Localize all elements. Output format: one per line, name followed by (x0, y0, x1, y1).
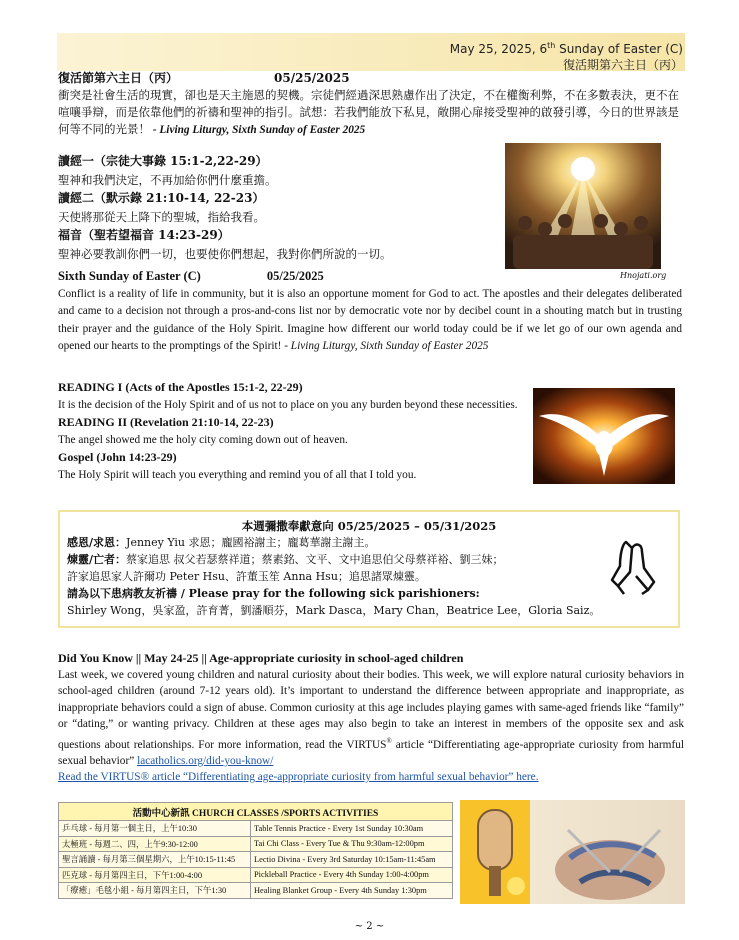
zh-gospel-text: 聖神必要教訓你們一切，也要使你們想起，我對你們所說的一切。 (58, 246, 392, 261)
en-gospel-text: The Holy Spirit will teach you everything and remind you of all that I told you. (58, 468, 417, 481)
table-row (59, 867, 453, 883)
zh-reading-2-title: 讀經二（默示錄 21:10-14, 22-23） (58, 191, 265, 205)
table-row (59, 852, 453, 868)
zh-reading-2-text: 天使將那從天上降下的聖城，指給我看。 (58, 209, 265, 224)
did-you-know (58, 650, 684, 786)
did-you-know-url[interactable]: lacatholics.org/did-you-know/ (137, 754, 274, 767)
table-row (59, 836, 453, 852)
praying-hands-icon (608, 538, 660, 596)
en-reflection-heading: Sixth Sunday of Easter (C) 05/25/2025 (58, 269, 324, 283)
mass-intentions-box (58, 510, 680, 628)
souls-line: 煉靈/亡者：蔡家追思 叔父若瑟蔡祥道；蔡素銘、文平、文中追思伯父母蔡祥裕、劉三妹； (67, 553, 504, 566)
table-cell: 匹克球 - 每月第四主日，下午1:00-4:00 (59, 867, 251, 883)
table-row (59, 821, 453, 837)
table-cell: Lectio Divina - Every 3rd Saturday 10:15am-11:45am (251, 852, 453, 868)
header-date-en: May 25, 2025, 6th Sunday of Easter (C) (449, 41, 683, 56)
table-cell: 太極班 - 每週二、四，上午9:30-12:00 (59, 836, 251, 852)
thanks-line: 感恩/求恩：Jenney Yiu 求恩；龐國裕謝主；龐葛華謝主謝主。 (67, 536, 376, 549)
souls-line-2: 許家追思家人許爾功 Peter Hsu、許董玉笙 Anna Hsu；追思諸眾煉靈。 (67, 570, 426, 583)
en-reading-2-title: READING II (Revelation 21:10-14, 22-23) (58, 415, 274, 430)
en-reading-2-text: The angel showed me the holy city coming down out of heaven. (58, 433, 348, 446)
en-gospel-title: Gospel (John 14:23-29) (58, 450, 177, 465)
mass-intentions-lines (67, 534, 678, 619)
table-row (59, 883, 453, 899)
en-reflection (58, 268, 682, 356)
table-cell: Pickleball Practice - Every 4th Sunday 1:00-4:00pm (251, 867, 453, 883)
table-cell: 聖言誦讀 - 每月第三個星期六，上午10:15-11:45 (59, 852, 251, 868)
en-readings (58, 379, 528, 485)
header-date (450, 38, 683, 73)
zh-gospel-title: 福音（聖若望福音 14:23-29） (58, 228, 230, 242)
zh-readings (58, 152, 498, 263)
classes-table (58, 802, 453, 899)
sick-list: Shirley Wong，吳家盈，許育菁，劉潘順芬，Mark Dasca，Mary Chan，Beatrice Lee，Gloria Saiz。 (67, 604, 601, 617)
table-cell: Healing Blanket Group - Every 4th Sunday 1:30pm (251, 883, 453, 899)
did-you-know-title: Did You Know || May 24-25 || Age-appropriate curiosity in school-aged children (58, 651, 464, 665)
classes-table-title: 活動中心新訊 CHURCH CLASSES /SPORTS ACTIVITIES (59, 803, 453, 821)
activities-image (460, 800, 685, 904)
header-date-zh: 復活期第六主日（丙） (562, 58, 683, 72)
did-you-know-body: Last week, we covered young children and natural curiosity about their bodies. This week, we will explore natural curiosity behaviors in school-aged children (around 7-12 years old). It’s important to understand the difference between appropriate and inappropriate, as inappropriate behaviors could a sign of abuse. Common curiosity at this age includes playing games with same-aged friends like “family” or “dating,” or wanting privacy. Children at these ages may also begin to take an interest in members of the opposite sex and ask questions about relationships. For more information, read the VIRTUS® article “Differentiating age-appropriate curiosity from harmful sexual behavior” lacatholics.org/did-you-know/ (58, 668, 684, 767)
pentecost-image (505, 143, 661, 269)
dove-image (533, 388, 675, 484)
zh-reflection (58, 70, 686, 140)
en-reflection-body: Conflict is a reality of life in community, but it is also an opportune moment for God to act. The apostles and their delegates deliberated and came to a decision not through a pros-and-cons list nor by democratic vote nor by decibel count in a shouting match but in trusting their prayer and the guidance of the Holy Spirit. Imagine how different our world today could be if we let go of our own agenda and opened our hearts to the promptings of the Spirit! - Living Liturgy, Sixth Sunday of Easter 2025 (58, 287, 682, 352)
classes-table-header-row (59, 803, 453, 821)
mass-intentions-title: 本週彌撒奉獻意向 05/25/2025 – 05/31/2025 (241, 519, 497, 533)
table-cell: Table Tennis Practice - Every 1st Sunday 10:30am (251, 821, 453, 837)
sick-heading: 請為以下患病教友祈禱 / Please pray for the following sick parishioners: (67, 587, 480, 600)
zh-reflection-body: 衝突是社會生活的現實，卻也是天主施恩的契機。宗徒們經過深思熟慮作出了決定，不在權衡利弊，不在多數表決，更不在喧嚷爭辯，而是依靠他們的祈禱和聖神的指引。試想：若我們能放下私見，敞開心扉接受聖神的啟發引導，今日的世界該是何等不同的光景！ - Living Liturgy, Sixth Sunday of Easter 2025 (58, 88, 679, 136)
table-cell: 「療癒」毛毯小組 - 每月第四主日，下午1:30 (59, 883, 251, 899)
table-cell: 乒乓球 - 每月第一個主日，上午10:30 (59, 821, 251, 837)
zh-reading-1-title: 讀經一（宗徒大事錄 15:1-2,22-29） (58, 154, 268, 168)
virtus-article-link[interactable]: Read the VIRTUS® article “Differentiating age-appropriate curiosity from harmful sexual behavior” here. (58, 771, 539, 784)
zh-reading-1-text: 聖神和我們決定，不再加給你們什麼重擔。 (58, 172, 277, 187)
en-reading-1-title: READING I (Acts of the Apostles 15:1-2, 22-29) (58, 380, 303, 394)
page-number: ~ 2 ~ (354, 921, 385, 932)
image-credit: Hnojati.org (620, 271, 667, 280)
table-cell: Tai Chi Class - Every Tue & Thu 9:30am-12:00pm (251, 836, 453, 852)
zh-reflection-heading: 復活節第六主日（丙） 05/25/2025 (58, 71, 350, 85)
en-reading-1-text: It is the decision of the Holy Spirit and of us not to place on you any burden beyond these necessities. (58, 398, 518, 411)
